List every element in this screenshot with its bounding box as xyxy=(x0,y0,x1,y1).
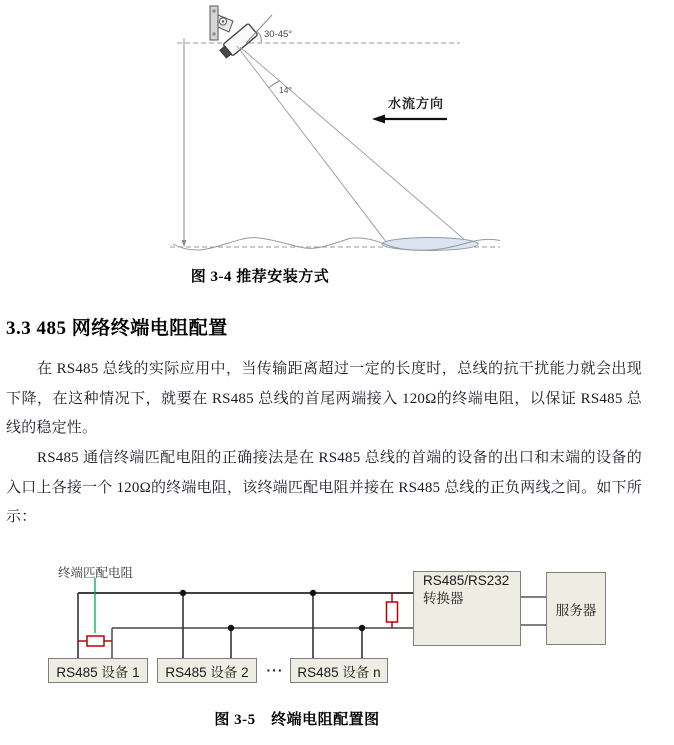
rs485-device-2-box: RS485 设备 2 xyxy=(157,658,257,683)
beam-edge-right xyxy=(240,47,466,241)
left-termination-resistor xyxy=(87,636,104,646)
flow-direction-label: 水流方向 xyxy=(388,96,445,111)
rs485-device-n-box: RS485 设备 n xyxy=(290,658,388,683)
devices-ellipsis: ··· xyxy=(266,662,284,678)
section-heading: 3.3 485 网络终端电阻配置 xyxy=(6,318,228,339)
bracket-joint-pin xyxy=(222,20,224,22)
paragraph-1: 在 RS485 总线的实际应用中，当传输距离超过一定的长度时，总线的抗干扰能力就会出现下降，在这种情况下，就要在 RS485 总线的首尾两端接入 120Ω的终端电阻，以保证 RS485 总线的稳定性。 xyxy=(6,361,642,436)
junction-dot xyxy=(228,625,234,631)
rs485-rs232-converter-box xyxy=(413,571,521,646)
figure-3-4-caption: 图 3-4 推荐安装方式 xyxy=(190,269,330,285)
paragraph-2: RS485 通信终端匹配电阻的正确接法是在 RS485 总线的首端的设备的出口和末端的设备的入口上各接一个 120Ω的终端电阻，该终端匹配电阻并接在 RS485 总线的正负两线之间。如下所示： xyxy=(6,450,642,525)
right-termination-resistor xyxy=(387,602,398,622)
beam-edge-left xyxy=(237,46,390,247)
flow-arrow-head xyxy=(372,115,385,124)
mount-angle-label: 30-45° xyxy=(264,29,293,40)
converter-label-line2: 转换器 xyxy=(423,591,464,606)
junction-dot xyxy=(180,590,186,596)
height-line-arrowhead xyxy=(182,240,187,247)
junction-dot xyxy=(310,590,316,596)
beam-angle-label: 14° xyxy=(279,85,292,95)
installation-diagram xyxy=(0,0,674,262)
converter-label-line1: RS485/RS232 xyxy=(423,573,510,588)
rs485-device-1-box: RS485 设备 1 xyxy=(48,658,148,683)
server-box: 服务器 xyxy=(546,572,606,645)
mount-bolt-bottom xyxy=(212,32,215,35)
mount-bolt-top xyxy=(212,9,215,12)
figure-3-5-caption: 图 3-5 终端电阻配置图 xyxy=(214,712,380,728)
junction-dot xyxy=(359,625,365,631)
termination-resistor-label: 终端匹配电阻 xyxy=(58,566,134,580)
